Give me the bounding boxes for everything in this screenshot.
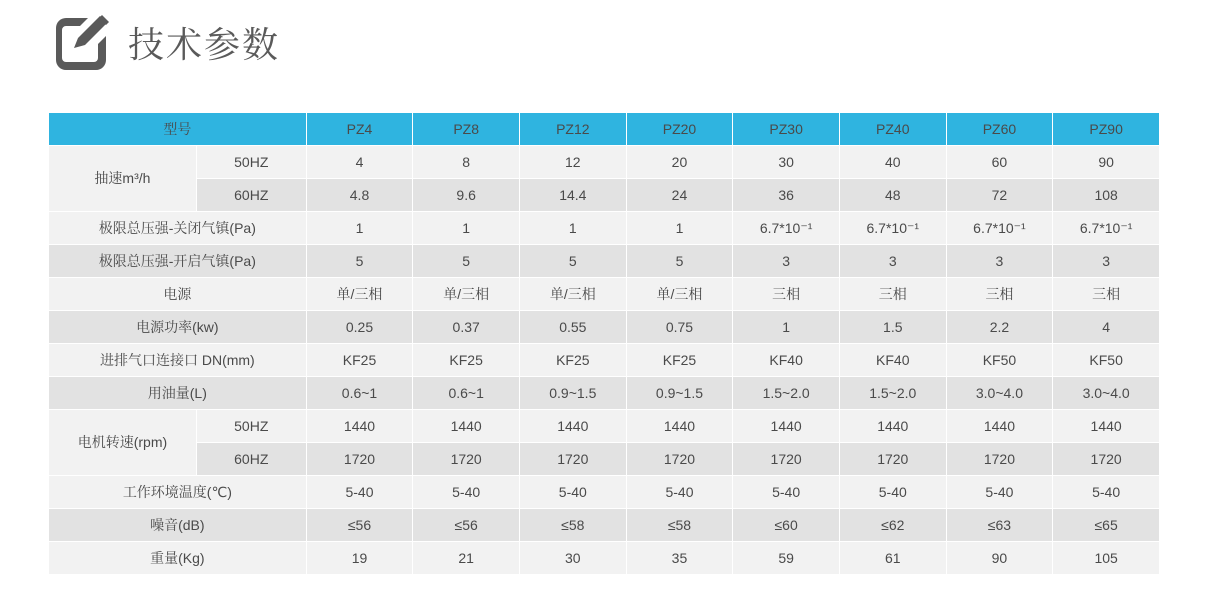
cell: 1720: [839, 443, 946, 476]
cell: 1720: [519, 443, 626, 476]
table-row: [49, 377, 1160, 410]
cell: 5-40: [839, 476, 946, 509]
cell: 1440: [1053, 410, 1160, 443]
cell: 90: [946, 542, 1053, 575]
cell: ≤65: [1053, 509, 1160, 542]
table-row: [49, 542, 1160, 575]
cell: 12: [519, 146, 626, 179]
cell: KF25: [519, 344, 626, 377]
cell: 6.7*10⁻¹: [1053, 212, 1160, 245]
cell: ≤60: [733, 509, 840, 542]
cell: 1440: [839, 410, 946, 443]
column-header-pz90: PZ90: [1053, 113, 1160, 146]
row-label-power-supply: 电源: [49, 278, 307, 311]
cell: 20: [626, 146, 733, 179]
cell: 三相: [1053, 278, 1160, 311]
row-sublabel-50hz: 50HZ: [196, 410, 306, 443]
row-sublabel-60hz: 60HZ: [196, 179, 306, 212]
cell: ≤58: [626, 509, 733, 542]
cell: 1.5~2.0: [839, 377, 946, 410]
cell: 1440: [626, 410, 733, 443]
row-sublabel-60hz: 60HZ: [196, 443, 306, 476]
cell: 3.0~4.0: [946, 377, 1053, 410]
cell: 0.37: [413, 311, 520, 344]
cell: 19: [306, 542, 413, 575]
row-label-weight: 重量(Kg): [49, 542, 307, 575]
row-label-power-rating: 电源功率(kw): [49, 311, 307, 344]
cell: 0.75: [626, 311, 733, 344]
column-header-model: 型号: [49, 113, 307, 146]
cell: 0.6~1: [413, 377, 520, 410]
cell: 3.0~4.0: [1053, 377, 1160, 410]
cell: 5-40: [733, 476, 840, 509]
cell: 1720: [626, 443, 733, 476]
cell: 0.55: [519, 311, 626, 344]
cell: 72: [946, 179, 1053, 212]
cell: 单/三相: [306, 278, 413, 311]
cell: 90: [1053, 146, 1160, 179]
cell: 36: [733, 179, 840, 212]
cell: 1440: [519, 410, 626, 443]
table-header-row: [49, 113, 1160, 146]
spec-table: [48, 112, 1160, 575]
cell: 40: [839, 146, 946, 179]
cell: 30: [519, 542, 626, 575]
table-row: [49, 212, 1160, 245]
row-label-noise: 噪音(dB): [49, 509, 307, 542]
cell: 1.5~2.0: [733, 377, 840, 410]
cell: 2.2: [946, 311, 1053, 344]
table-row: [49, 509, 1160, 542]
cell: 6.7*10⁻¹: [733, 212, 840, 245]
cell: 1720: [733, 443, 840, 476]
cell: 108: [1053, 179, 1160, 212]
cell: KF50: [1053, 344, 1160, 377]
table-row: [49, 344, 1160, 377]
cell: 21: [413, 542, 520, 575]
cell: KF25: [306, 344, 413, 377]
cell: 3: [1053, 245, 1160, 278]
cell: 59: [733, 542, 840, 575]
cell: 三相: [839, 278, 946, 311]
cell: 5: [413, 245, 520, 278]
cell: 5-40: [946, 476, 1053, 509]
column-header-pz8: PZ8: [413, 113, 520, 146]
cell: 105: [1053, 542, 1160, 575]
cell: 4: [1053, 311, 1160, 344]
cell: 4: [306, 146, 413, 179]
cell: 1.5: [839, 311, 946, 344]
table-row: [49, 146, 1160, 179]
cell: 5: [306, 245, 413, 278]
cell: KF50: [946, 344, 1053, 377]
cell: 1440: [306, 410, 413, 443]
cell: 60: [946, 146, 1053, 179]
table-row: [49, 443, 1160, 476]
cell: 35: [626, 542, 733, 575]
table-row: [49, 311, 1160, 344]
cell: 单/三相: [413, 278, 520, 311]
row-label-ultimate-pressure-open: 极限总压强-开启气镇(Pa): [49, 245, 307, 278]
cell: ≤56: [306, 509, 413, 542]
cell: 0.9~1.5: [626, 377, 733, 410]
cell: KF40: [733, 344, 840, 377]
column-header-pz60: PZ60: [946, 113, 1053, 146]
cell: 5-40: [306, 476, 413, 509]
page-header: [0, 0, 1208, 78]
column-header-pz40: PZ40: [839, 113, 946, 146]
cell: KF25: [626, 344, 733, 377]
cell: 1: [626, 212, 733, 245]
table-row: [49, 476, 1160, 509]
cell: 0.9~1.5: [519, 377, 626, 410]
cell: 5: [626, 245, 733, 278]
row-label-inlet-outlet-dn: 进排气口连接口 DN(mm): [49, 344, 307, 377]
cell: 61: [839, 542, 946, 575]
cell: 1440: [733, 410, 840, 443]
table-row: [49, 278, 1160, 311]
cell: 1720: [1053, 443, 1160, 476]
cell: 1: [413, 212, 520, 245]
cell: 0.6~1: [306, 377, 413, 410]
cell: ≤58: [519, 509, 626, 542]
cell: 三相: [946, 278, 1053, 311]
cell: 1: [519, 212, 626, 245]
pencil-edit-icon: [48, 14, 110, 76]
cell: 4.8: [306, 179, 413, 212]
cell: 6.7*10⁻¹: [839, 212, 946, 245]
cell: 8: [413, 146, 520, 179]
table-header: [49, 113, 1160, 146]
table-body: [49, 146, 1160, 575]
cell: 3: [839, 245, 946, 278]
column-header-pz4: PZ4: [306, 113, 413, 146]
cell: ≤63: [946, 509, 1053, 542]
row-label-motor-speed: 电机转速(rpm): [49, 410, 197, 476]
cell: ≤56: [413, 509, 520, 542]
cell: KF25: [413, 344, 520, 377]
cell: 5-40: [413, 476, 520, 509]
row-label-pumping-speed: 抽速m³/h: [49, 146, 197, 212]
cell: ≤62: [839, 509, 946, 542]
cell: 三相: [733, 278, 840, 311]
column-header-pz30: PZ30: [733, 113, 840, 146]
cell: 单/三相: [519, 278, 626, 311]
cell: 48: [839, 179, 946, 212]
cell: 1440: [946, 410, 1053, 443]
cell: 1: [733, 311, 840, 344]
table-row: [49, 179, 1160, 212]
cell: 5-40: [1053, 476, 1160, 509]
row-label-ambient-temperature: 工作环境温度(℃): [49, 476, 307, 509]
cell: 0.25: [306, 311, 413, 344]
cell: 5-40: [519, 476, 626, 509]
spec-table-container: [48, 112, 1160, 575]
cell: 3: [733, 245, 840, 278]
cell: 1440: [413, 410, 520, 443]
cell: 3: [946, 245, 1053, 278]
cell: 9.6: [413, 179, 520, 212]
row-label-ultimate-pressure-closed: 极限总压强-关闭气镇(Pa): [49, 212, 307, 245]
cell: 1: [306, 212, 413, 245]
page-title: 技术参数: [128, 24, 281, 65]
cell: 单/三相: [626, 278, 733, 311]
cell: 1720: [306, 443, 413, 476]
cell: KF40: [839, 344, 946, 377]
cell: 1720: [946, 443, 1053, 476]
cell: 24: [626, 179, 733, 212]
column-header-pz20: PZ20: [626, 113, 733, 146]
table-row: [49, 410, 1160, 443]
table-row: [49, 245, 1160, 278]
cell: 14.4: [519, 179, 626, 212]
cell: 6.7*10⁻¹: [946, 212, 1053, 245]
cell: 1720: [413, 443, 520, 476]
row-sublabel-50hz: 50HZ: [196, 146, 306, 179]
row-label-oil-capacity: 用油量(L): [49, 377, 307, 410]
cell: 5: [519, 245, 626, 278]
column-header-pz12: PZ12: [519, 113, 626, 146]
cell: 5-40: [626, 476, 733, 509]
cell: 30: [733, 146, 840, 179]
